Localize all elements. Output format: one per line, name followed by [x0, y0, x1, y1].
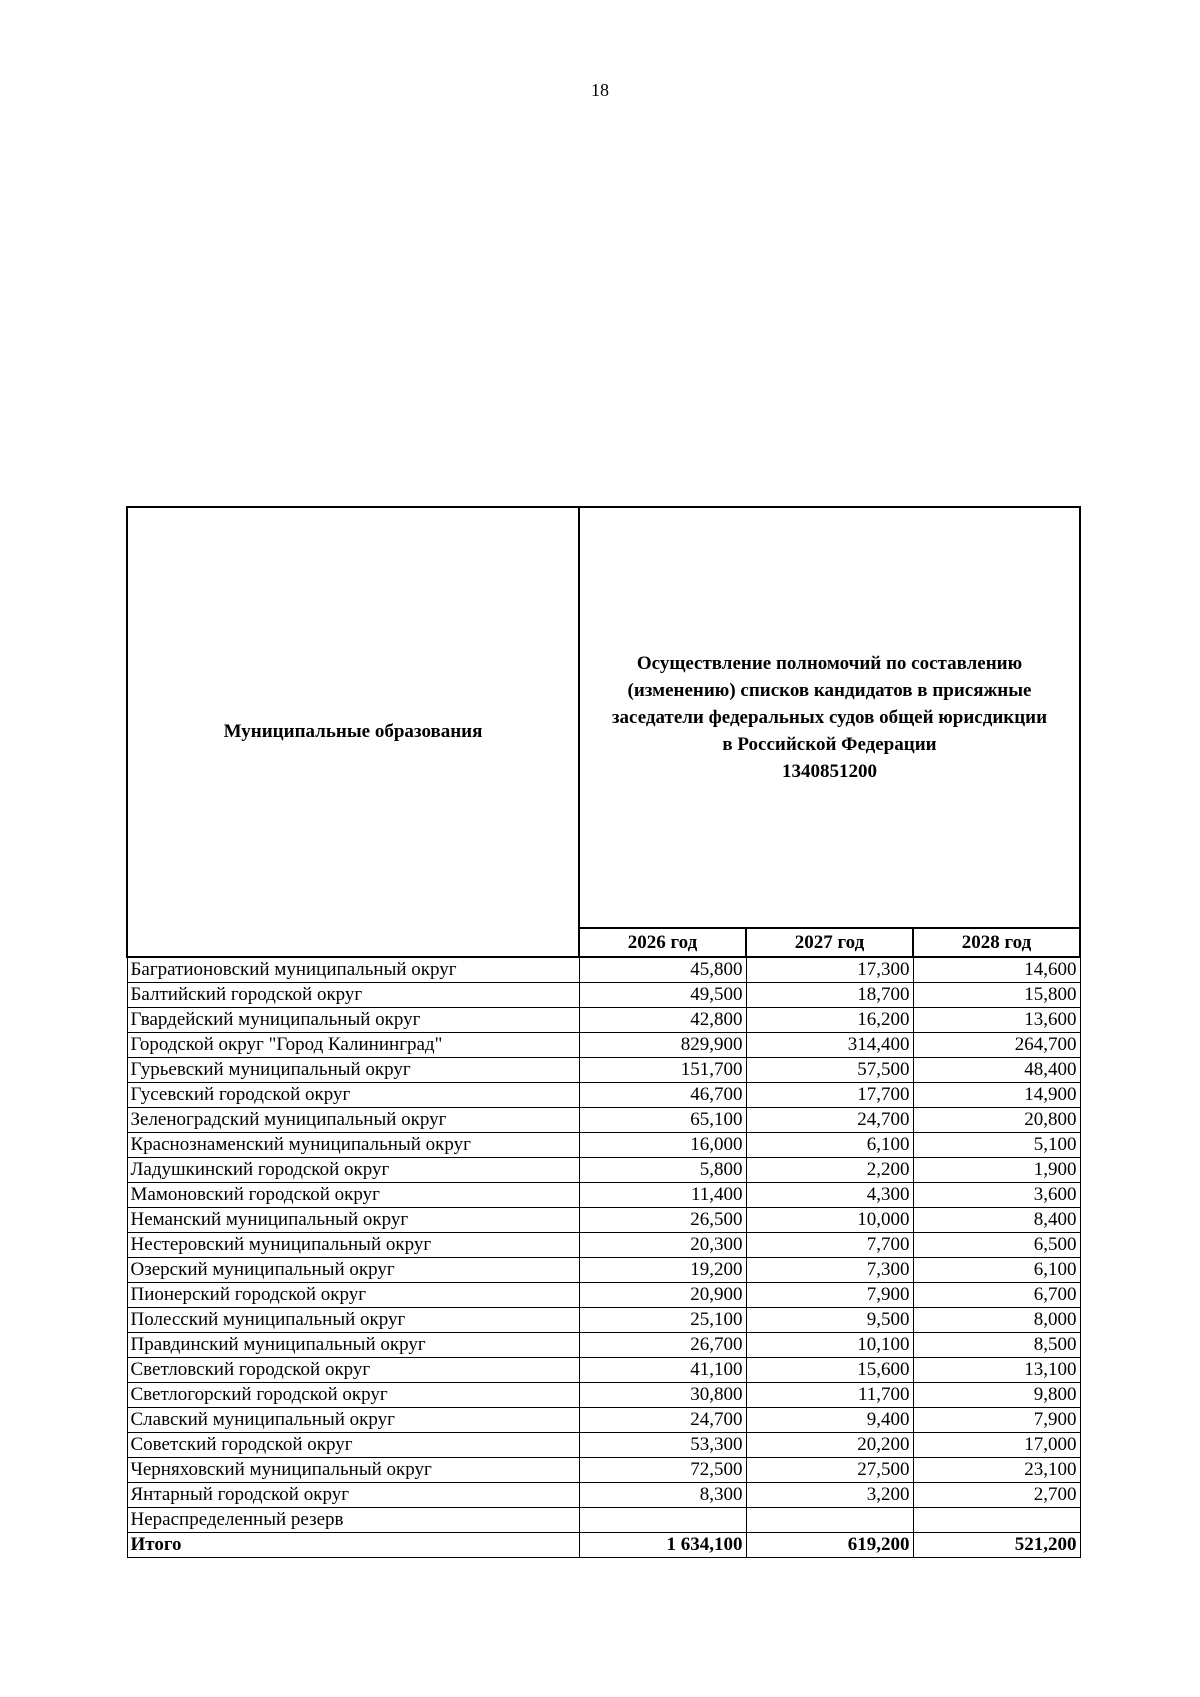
value-2027: 10,100: [746, 1333, 913, 1358]
value-2027: 3,200: [746, 1483, 913, 1508]
value-2028: 48,400: [913, 1058, 1080, 1083]
table-row: [127, 1358, 1080, 1383]
value-2028: 6,700: [913, 1283, 1080, 1308]
value-2027: 7,300: [746, 1258, 913, 1283]
table-row: [127, 1058, 1080, 1083]
municipal-header: Муниципальные образования: [127, 507, 579, 957]
value-2027: 7,900: [746, 1283, 913, 1308]
program-header-line: заседатели федеральных судов общей юрисдикции: [611, 707, 1048, 728]
municipality-name: Гвардейский муниципальный округ: [127, 1008, 579, 1033]
value-2026: 829,900: [579, 1033, 746, 1058]
table-row: [127, 1258, 1080, 1283]
value-2028: 8,400: [913, 1208, 1080, 1233]
table-row: [127, 1133, 1080, 1158]
value-2027: 7,700: [746, 1233, 913, 1258]
value-2027: 57,500: [746, 1058, 913, 1083]
municipality-name: Нераспределенный резерв: [127, 1508, 579, 1533]
value-2026: 26,500: [579, 1208, 746, 1233]
value-2026: 11,400: [579, 1183, 746, 1208]
municipality-name: Неманский муниципальный округ: [127, 1208, 579, 1233]
page-number: 18: [591, 80, 609, 100]
value-2028: [913, 1508, 1080, 1533]
value-2028: 15,800: [913, 983, 1080, 1008]
municipality-name: Нестеровский муниципальный округ: [127, 1233, 579, 1258]
table-row: [127, 1008, 1080, 1033]
value-2027: 4,300: [746, 1183, 913, 1208]
municipality-name: Городской округ "Город Калининград": [127, 1033, 579, 1058]
program-header-line: в Российской Федерации: [722, 734, 937, 755]
value-2028: 6,100: [913, 1258, 1080, 1283]
value-2026: 8,300: [579, 1483, 746, 1508]
municipality-name: Краснознаменский муниципальный округ: [127, 1133, 579, 1158]
value-2028: 7,900: [913, 1408, 1080, 1433]
table-row: [127, 1333, 1080, 1358]
value-2028: 20,800: [913, 1108, 1080, 1133]
value-2028: 3,600: [913, 1183, 1080, 1208]
municipality-name: Гусевский городской округ: [127, 1083, 579, 1108]
year-2027-header: 2027 год: [746, 928, 913, 957]
value-2027: 314,400: [746, 1033, 913, 1058]
table-row: [127, 1283, 1080, 1308]
value-2026: 19,200: [579, 1258, 746, 1283]
value-2026: 65,100: [579, 1108, 746, 1133]
municipality-name: Балтийский городской округ: [127, 983, 579, 1008]
value-2027: 18,700: [746, 983, 913, 1008]
value-2028: 8,500: [913, 1333, 1080, 1358]
value-2027: 24,700: [746, 1108, 913, 1133]
value-2028: 1,900: [913, 1158, 1080, 1183]
value-2026: 5,800: [579, 1158, 746, 1183]
value-2027: 15,600: [746, 1358, 913, 1383]
value-2028: 23,100: [913, 1458, 1080, 1483]
value-2027: 17,300: [746, 957, 913, 983]
municipality-name: Пионерский городской округ: [127, 1283, 579, 1308]
value-2026: 53,300: [579, 1433, 746, 1458]
value-2026: [579, 1508, 746, 1533]
table-row: [127, 1183, 1080, 1208]
table-row: [127, 1483, 1080, 1508]
value-2028: 5,100: [913, 1133, 1080, 1158]
value-2027: 10,000: [746, 1208, 913, 1233]
value-2028: 17,000: [913, 1433, 1080, 1458]
value-2028: 8,000: [913, 1308, 1080, 1333]
municipality-name: Озерский муниципальный округ: [127, 1258, 579, 1283]
table-row: [127, 1458, 1080, 1483]
value-2026: 25,100: [579, 1308, 746, 1333]
municipality-name: Ладушкинский городской округ: [127, 1158, 579, 1183]
table-header-row: [127, 507, 1080, 928]
value-2026: 20,300: [579, 1233, 746, 1258]
table-row: [127, 1433, 1080, 1458]
table-body: [127, 957, 1080, 1558]
value-2027: 2,200: [746, 1158, 913, 1183]
year-2028-header: 2028 год: [913, 928, 1080, 957]
total-2028: 521,200: [913, 1533, 1080, 1558]
municipality-name: Багратионовский муниципальный округ: [127, 957, 579, 983]
value-2026: 24,700: [579, 1408, 746, 1433]
municipality-name: Мамоновский городской округ: [127, 1183, 579, 1208]
value-2027: 11,700: [746, 1383, 913, 1408]
value-2026: 42,800: [579, 1008, 746, 1033]
table-row: [127, 1158, 1080, 1183]
table-row: [127, 1508, 1080, 1533]
value-2026: 26,700: [579, 1333, 746, 1358]
municipality-name: Черняховский муниципальный округ: [127, 1458, 579, 1483]
program-header-line: (изменению) списков кандидатов в присяжные: [627, 680, 1032, 701]
value-2027: 9,400: [746, 1408, 913, 1433]
table-row: [127, 1108, 1080, 1133]
municipality-name: Зеленоградский муниципальный округ: [127, 1108, 579, 1133]
value-2028: 14,900: [913, 1083, 1080, 1108]
value-2028: 13,600: [913, 1008, 1080, 1033]
value-2026: 30,800: [579, 1383, 746, 1408]
value-2027: 20,200: [746, 1433, 913, 1458]
value-2027: 17,700: [746, 1083, 913, 1108]
table-row: [127, 1383, 1080, 1408]
program-header-line: Осуществление полномочий по составлению: [636, 653, 1023, 674]
value-2026: 72,500: [579, 1458, 746, 1483]
municipality-name: Правдинский муниципальный округ: [127, 1333, 579, 1358]
total-2027: 619,200: [746, 1533, 913, 1558]
table-row: [127, 1408, 1080, 1433]
value-2026: 16,000: [579, 1133, 746, 1158]
table-row: [127, 1308, 1080, 1333]
municipality-name: Советский городской округ: [127, 1433, 579, 1458]
municipality-name: Полесский муниципальный округ: [127, 1308, 579, 1333]
table-row: [127, 1083, 1080, 1108]
value-2027: [746, 1508, 913, 1533]
value-2028: 14,600: [913, 957, 1080, 983]
value-2028: 13,100: [913, 1358, 1080, 1383]
value-2027: 27,500: [746, 1458, 913, 1483]
total-2026: 1 634,100: [579, 1533, 746, 1558]
municipality-name: Янтарный городской округ: [127, 1483, 579, 1508]
value-2028: 6,500: [913, 1233, 1080, 1258]
program-code: 1340851200: [782, 761, 877, 782]
table-row: [127, 1033, 1080, 1058]
value-2026: 151,700: [579, 1058, 746, 1083]
municipality-name: Славский муниципальный округ: [127, 1408, 579, 1433]
municipality-name: Гурьевский муниципальный округ: [127, 1058, 579, 1083]
value-2026: 20,900: [579, 1283, 746, 1308]
value-2028: 264,700: [913, 1033, 1080, 1058]
value-2027: 6,100: [746, 1133, 913, 1158]
year-2026-header: 2026 год: [579, 928, 746, 957]
municipality-name: Светлогорский городской округ: [127, 1383, 579, 1408]
program-header: [579, 507, 1080, 928]
total-label: Итого: [127, 1533, 579, 1558]
value-2026: 46,700: [579, 1083, 746, 1108]
value-2028: 2,700: [913, 1483, 1080, 1508]
table-row: [127, 957, 1080, 983]
table-row: [127, 983, 1080, 1008]
value-2026: 45,800: [579, 957, 746, 983]
value-2028: 9,800: [913, 1383, 1080, 1408]
total-row: [127, 1533, 1080, 1558]
value-2026: 41,100: [579, 1358, 746, 1383]
value-2027: 9,500: [746, 1308, 913, 1333]
municipality-name: Светловский городской округ: [127, 1358, 579, 1383]
allocation-table: [126, 506, 1081, 1558]
table-row: [127, 1233, 1080, 1258]
value-2027: 16,200: [746, 1008, 913, 1033]
table-row: [127, 1208, 1080, 1233]
value-2026: 49,500: [579, 983, 746, 1008]
